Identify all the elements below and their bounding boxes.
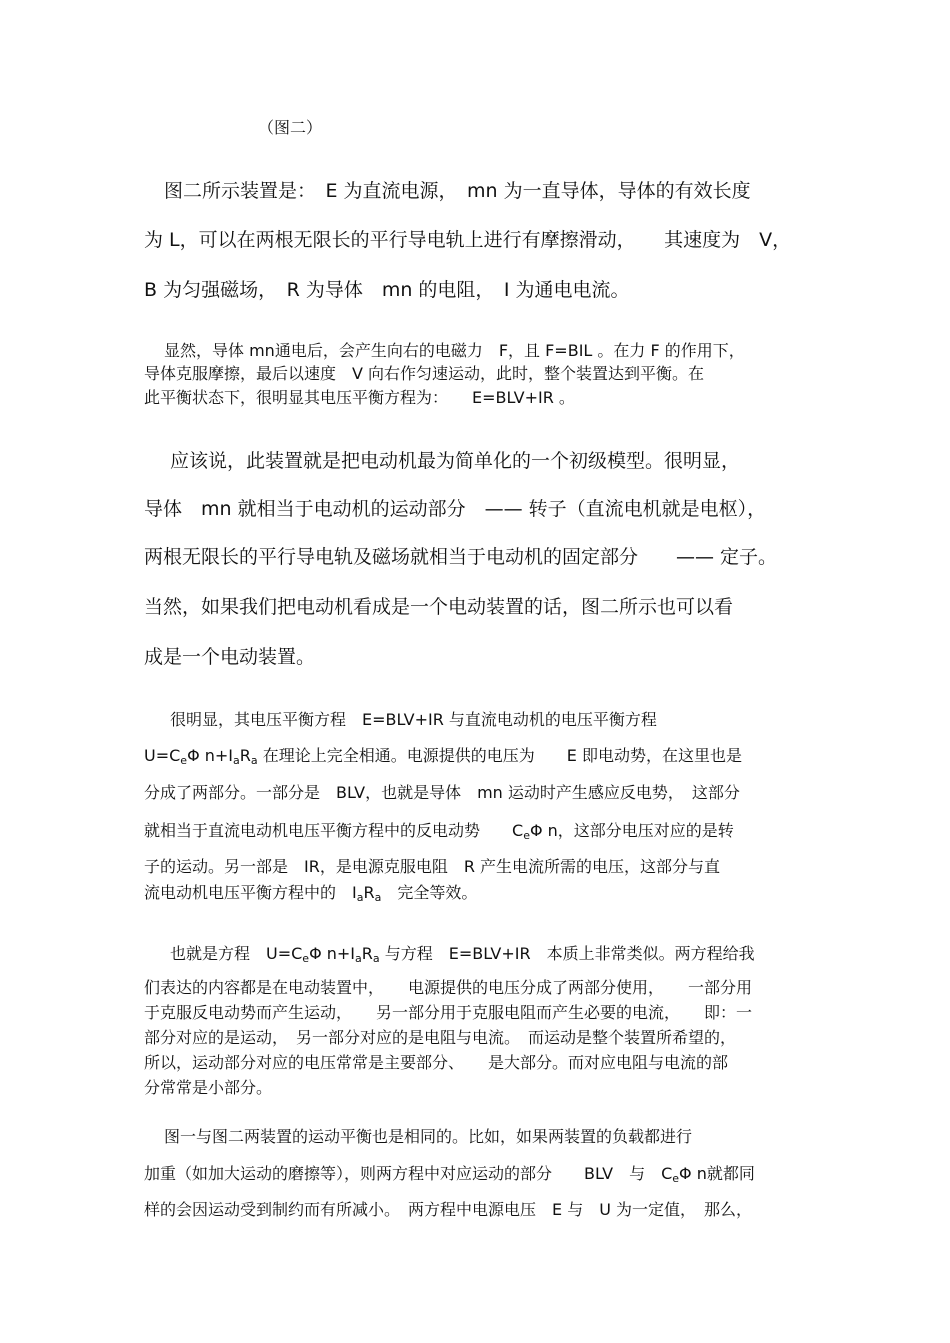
subscript: e — [180, 754, 188, 767]
equation-text: R — [361, 944, 373, 963]
equation-text: 流电动机电压平衡方程中的 I — [144, 883, 357, 902]
text-line: B 为匀强磁场， R 为导体 mn 的电阻， I 为通电电流。 — [144, 279, 630, 301]
text-line: 所以，运动部分对应的电压常常是主要部分、 是大部分。而对应电阻与电流的部 — [144, 1053, 729, 1072]
equation-line — [170, 944, 755, 965]
text-line: 导体 mn 就相当于电动机的运动部分 —— 转子（直流电机就是电枢）， — [144, 498, 767, 520]
equation-text: Φ n+I — [187, 746, 234, 765]
subscript: a — [250, 754, 258, 767]
text-line: 样的会因运动受到制约而有所减小。 两方程中电源电压 E 与 U 为一定值， 那么， — [144, 1200, 752, 1219]
figure-caption: （图二） — [258, 118, 323, 137]
equation-text: R — [239, 746, 251, 765]
equation-line — [144, 1164, 755, 1185]
equation-text: 加重（如加大运动的磨擦等），则两方程中对应运动的部分 BLV 与 C — [144, 1164, 673, 1183]
subscript: a — [372, 952, 380, 965]
equation-text: 就相当于直流电动机电压平衡方程中的反电动势 C — [144, 821, 524, 840]
text-line: 此平衡状态下，很明显其电压平衡方程为： E=BLV+IR 。 — [144, 388, 575, 407]
equation-text: 也就是方程 U=C — [170, 944, 303, 963]
text-line: 很明显，其电压平衡方程 E=BLV+IR 与直流电动机的电压平衡方程 — [170, 710, 657, 729]
subscript: a — [233, 754, 240, 767]
text-line: 子的运动。另一部是 IR，是电源克服电阻 R 产生电流所需的电压，这部分与直 — [144, 857, 721, 876]
subscript: a — [356, 891, 364, 904]
subscript: e — [302, 952, 310, 965]
text-line: 图二所示装置是： E 为直流电源， mn 为一直导体，导体的有效长度 — [164, 180, 751, 202]
equation-text: Φ n+I — [309, 944, 356, 963]
text-line: 图一与图二两装置的运动平衡也是相同的。比如，如果两装置的负载都进行 — [164, 1127, 693, 1146]
subscript: e — [523, 829, 530, 842]
equation-text: R — [363, 883, 375, 902]
equation-text: U=C — [144, 746, 181, 765]
subscript: a — [374, 891, 382, 904]
subscript: a — [355, 952, 362, 965]
equation-line — [144, 746, 742, 767]
text-line: 当然，如果我们把电动机看成是一个电动装置的话，图二所示也可以看 — [144, 596, 734, 618]
text-line: 分成了两部分。一部分是 BLV，也就是导体 mn 运动时产生感应反电势， 这部分 — [144, 783, 740, 802]
equation-text: 在理论上完全相通。电源提供的电压为 E 即电动势，在这里也是 — [257, 746, 742, 765]
text-line: 应该说，此装置就是把电动机最为简单化的一个初级模型。很明显， — [170, 450, 741, 472]
text-line: 部分对应的是运动， 另一部分对应的是电阻与电流。 而运动是整个装置所希望的， — [144, 1028, 737, 1047]
text-line: 分常常是小部分。 — [144, 1078, 273, 1097]
text-line: 导体克服摩擦，最后以速度 V 向右作匀速运动，此时，整个装置达到平衡。在 — [144, 364, 705, 383]
equation-text: 与方程 E=BLV+IR 本质上非常类似。两方程给我 — [379, 944, 755, 963]
equation-text: Φ n，这部分电压对应的是转 — [529, 821, 734, 840]
equation-text: 完全等效。 — [381, 883, 478, 902]
text-line: 们表达的内容都是在电动装置中， 电源提供的电压分成了两部分使用， 一部分用 — [144, 978, 753, 997]
text-line: 于克服反电动势而产生运动， 另一部分用于克服电阻而产生必要的电流， 即：一 — [144, 1003, 753, 1022]
text-line: 成是一个电动装置。 — [144, 646, 316, 668]
text-line: 为 L，可以在两根无限长的平行导电轨上进行有摩擦滑动， 其速度为 V， — [144, 229, 792, 251]
text-line: 两根无限长的平行导电轨及磁场就相当于电动机的固定部分 —— 定子。 — [144, 546, 778, 568]
equation-text: Φ n就都同 — [679, 1164, 755, 1183]
subscript: e — [672, 1172, 680, 1185]
text-line: 显然，导体 mn通电后，会产生向右的电磁力 F，且 F=BIL 。在力 F 的作用下， — [164, 341, 745, 360]
equation-line — [144, 883, 477, 904]
equation-line — [144, 821, 734, 842]
